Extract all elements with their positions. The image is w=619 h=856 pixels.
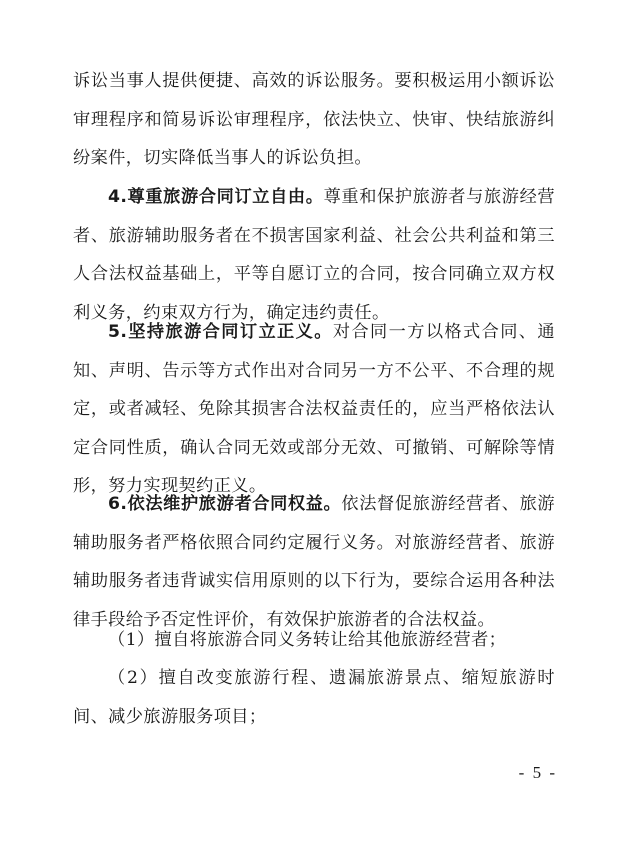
section-5-heading: 5.坚持旅游合同订立正义。 (108, 322, 333, 342)
list-item-2: （2）擅自改变旅游行程、遗漏旅游景点、缩短旅游时间、减少旅游服务项目； (73, 668, 555, 727)
paragraph-continuation: 诉讼当事人提供便捷、高效的诉讼服务。要积极运用小额诉讼审理程序和简易诉讼审理程序，依法快立、快审、快结旅游纠纷案件，切实降低当事人的诉讼负担。 (73, 71, 555, 169)
paragraph-section-5 (73, 313, 555, 506)
paragraph-section-6 (73, 485, 555, 639)
paragraph-section-4 (73, 178, 555, 332)
section-5-body: 对合同一方以格式合同、通知、声明、告示等方式作出对合同另一方不公平、不合理的规定，或者减轻、免除其损害合法权益责任的，应当严格依法认定合同性质，确认合同无效或部分无效、可撤销、可解除等情形，努力实现契约正义。 (73, 322, 555, 497)
page-number: - 5 - (518, 763, 557, 782)
section-6-body: 依法督促旅游经营者、旅游辅助服务者严格依照合同约定履行义务。对旅游经营者、旅游辅助服务者违背诚实信用原则的以下行为，要综合运用各种法律手段给予否定性评价，有效保护旅游者的合法权益。 (73, 494, 555, 630)
section-6-heading: 6.依法维护旅游者合同权益。 (108, 494, 342, 514)
section-4-body: 尊重和保护旅游者与旅游经营者、旅游辅助服务者在不损害国家利益、社会公共利益和第三人合法权益基础上，平等自愿订立的合同，按合同确立双方权利义务，约束双方行为，确定违约责任。 (73, 187, 555, 323)
section-4-heading: 4.尊重旅游合同订立自由。 (108, 187, 324, 207)
list-item-1: （1）擅自将旅游合同义务转让给其他旅游经营者； (108, 630, 507, 650)
